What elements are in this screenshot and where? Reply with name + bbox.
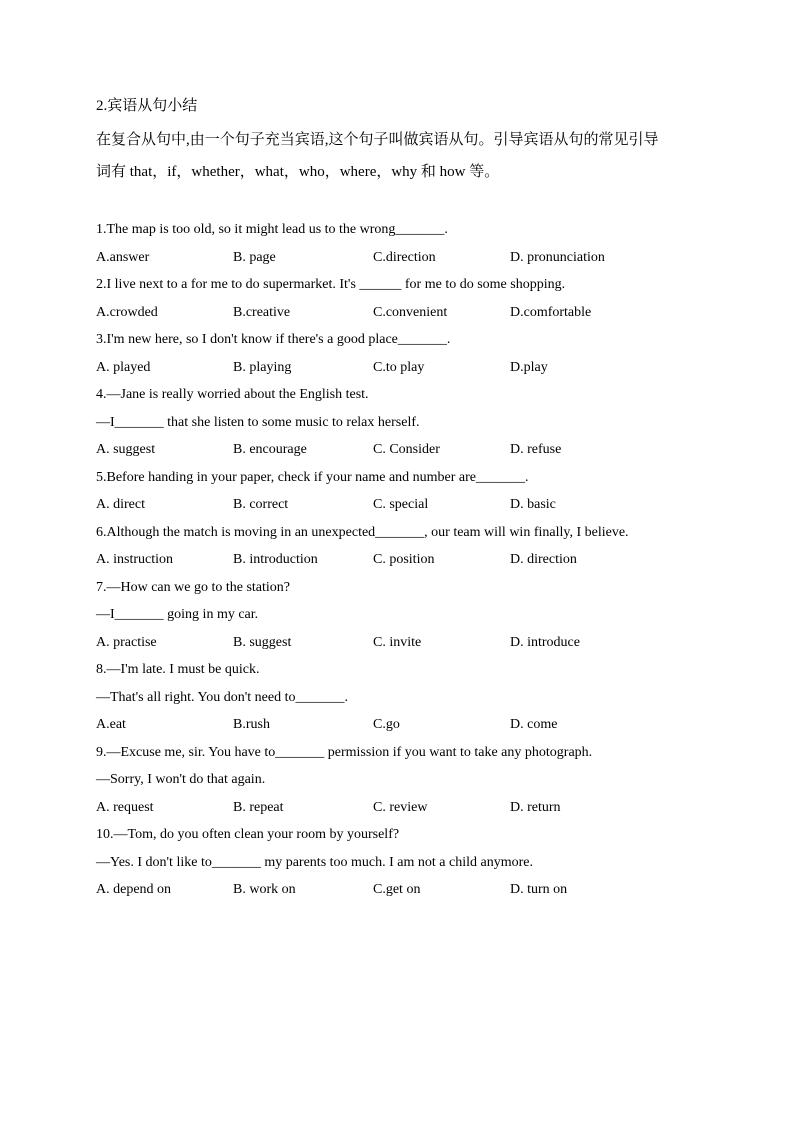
option-d: D. introduce — [510, 634, 580, 650]
option-d: D. come — [510, 717, 558, 732]
section-title: 2.宾语从句小结 — [96, 98, 198, 114]
option-d: D. direction — [510, 552, 577, 567]
question-item — [96, 821, 716, 904]
option-b: B. suggest — [233, 634, 292, 650]
option-c: C. special — [373, 497, 429, 512]
answer-options — [96, 629, 716, 657]
option-b: B. playing — [233, 359, 292, 375]
answer-options — [96, 354, 716, 382]
option-c: C. invite — [373, 634, 422, 650]
question-stem: 3.I'm new here, so I don't know if there's a good place_______. — [96, 332, 451, 347]
question-stem: 2.I live next to a for me to do supermarket. It's ______ for me to do some shopping. — [96, 277, 566, 292]
option-a: A. practise — [96, 634, 157, 650]
question-stem: 7.—How can we go to the station? — [96, 579, 291, 595]
option-d: D. refuse — [510, 442, 562, 457]
question-stem: 4.—Jane is really worried about the English test. — [96, 387, 369, 402]
answer-options — [96, 436, 716, 464]
option-b: B.rush — [233, 717, 270, 732]
option-b: B. repeat — [233, 799, 284, 815]
option-b: B. work on — [233, 882, 296, 897]
option-a: A. depend on — [96, 882, 172, 897]
question-stem: 1.The map is too old, so it might lead us to the wrong_______. — [96, 222, 448, 237]
question-dialogue-line: —That's all right. You don't need to_______. — [96, 689, 348, 705]
question-item — [96, 271, 716, 326]
option-c: C. Consider — [373, 442, 440, 457]
option-d: D. return — [510, 799, 561, 815]
option-b: B. encourage — [233, 442, 307, 457]
option-b: B.creative — [233, 304, 291, 320]
question-item — [96, 519, 716, 574]
option-d: D.comfortable — [510, 304, 592, 320]
question-item — [96, 216, 716, 271]
option-c: C. review — [373, 799, 428, 815]
intro-line: 在复合从句中,由一个句子充当宾语,这个句子叫做宾语从句。引导宾语从句的常见引导 — [96, 132, 659, 148]
answer-options — [96, 711, 716, 739]
question-dialogue-line: —I_______ going in my car. — [96, 607, 259, 622]
option-c: C.go — [373, 717, 400, 732]
option-a: A. direct — [96, 497, 145, 512]
option-c: C.direction — [373, 249, 436, 265]
option-b: B. correct — [233, 497, 289, 512]
question-stem: 6.Although the match is moving in an unexpected_______, our team will win finally, I believe. — [96, 524, 629, 540]
option-c: C.get on — [373, 882, 421, 897]
answer-options — [96, 794, 716, 822]
option-c: C. position — [373, 552, 435, 567]
intro-paragraph — [96, 124, 706, 188]
option-b: B. introduction — [233, 552, 318, 567]
question-item — [96, 381, 716, 464]
answer-options — [96, 244, 716, 272]
option-a: A.crowded — [96, 304, 158, 320]
question-item — [96, 326, 716, 381]
option-a: A.answer — [96, 249, 150, 265]
option-a: A.eat — [96, 717, 126, 732]
question-list — [96, 216, 716, 904]
question-item — [96, 574, 716, 657]
question-stem: 5.Before handing in your paper, check if your name and number are_______. — [96, 469, 529, 485]
question-dialogue-line: —Sorry, I won't do that again. — [96, 772, 266, 787]
option-d: D. basic — [510, 497, 556, 512]
question-dialogue-line: —Yes. I don't like to_______ my parents too much. I am not a child anymore. — [96, 854, 533, 870]
option-a: A. request — [96, 799, 154, 815]
answer-options — [96, 491, 716, 519]
question-stem: 8.—I'm late. I must be quick. — [96, 662, 260, 677]
option-d: D. pronunciation — [510, 249, 605, 265]
option-c: C.convenient — [373, 304, 448, 320]
option-d: D. turn on — [510, 882, 568, 897]
answer-options — [96, 546, 716, 574]
intro-line: 词有 that，if，whether，what，who，where，why 和 how 等。 — [96, 164, 500, 180]
option-b: B. page — [233, 249, 276, 265]
question-stem: 9.—Excuse me, sir. You have to_______ permission if you want to take any photograph. — [96, 744, 593, 760]
option-c: C.to play — [373, 359, 425, 375]
option-a: A. suggest — [96, 442, 156, 457]
answer-options — [96, 876, 716, 904]
question-item — [96, 656, 716, 739]
option-a: A. instruction — [96, 552, 173, 567]
question-item — [96, 739, 716, 822]
option-a: A. played — [96, 359, 151, 375]
question-item — [96, 464, 716, 519]
question-stem: 10.—Tom, do you often clean your room by yourself? — [96, 827, 400, 842]
answer-options — [96, 299, 716, 327]
question-dialogue-line: —I_______ that she listen to some music to relax herself. — [96, 414, 420, 430]
option-d: D.play — [510, 359, 548, 375]
